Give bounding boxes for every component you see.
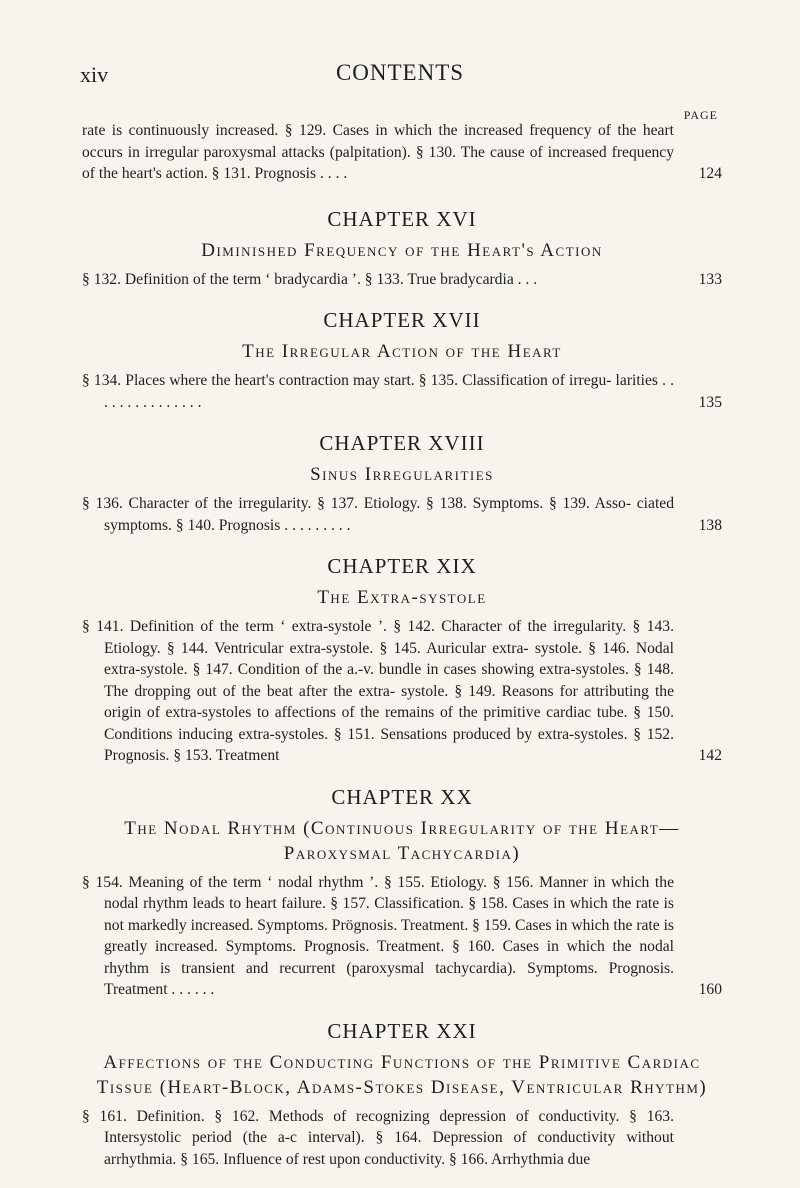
contents-entry bbox=[82, 269, 722, 291]
entry-page-number: 133 bbox=[698, 270, 722, 288]
chapter-block bbox=[82, 431, 722, 536]
entry-page-number: 138 bbox=[698, 516, 722, 534]
page-header bbox=[0, 60, 800, 90]
entry-page-number: 135 bbox=[698, 393, 722, 411]
chapter-title: The Extra-systole bbox=[317, 587, 487, 608]
chapter-title: Sinus Irregularities bbox=[310, 464, 494, 485]
contents-list bbox=[82, 120, 722, 1188]
running-title: CONTENTS bbox=[335, 60, 465, 85]
chapter-block bbox=[82, 308, 722, 413]
chapter-block bbox=[82, 785, 722, 1001]
entry-text: § 136. Character of the irregularity. § 137. Etiology. § 138. Symptoms. § 139. Asso- ciated symptoms. § 140. Prognosis . . . . . . . . . bbox=[82, 495, 674, 534]
entry-text: § 161. Definition. § 162. Methods of recognizing depression of conductivity. § 163. Intersystolic period (the a-c interval). § 164. Depression of conductivity without arrhythmia. § 165. Influence of rest upon conductivity. § 166. Arrhythmia due bbox=[82, 1107, 674, 1168]
contents-entry bbox=[82, 370, 722, 413]
entry-text: rate is continuously increased. § 129. Cases in which the increased frequency of the heart occurs in irregular paroxysmal attacks (palpitation). § 130. The cause of increased frequency of the heart's action. § 131. Prognosis . . . . bbox=[82, 122, 674, 182]
entry-page-number: 142 bbox=[698, 747, 722, 764]
entry-text: § 132. Definition of the term ‘ bradycardia ’. § 133. True bradycardia . . . bbox=[82, 270, 538, 288]
contents-entry bbox=[82, 493, 722, 536]
chapter-block bbox=[82, 1019, 722, 1171]
page-column-label: PAGE bbox=[683, 108, 718, 122]
page-number: xiv bbox=[80, 62, 109, 87]
entry-page-number: 160 bbox=[698, 981, 722, 998]
entry-page-number: 124 bbox=[698, 165, 722, 182]
entry-text: § 154. Meaning of the term ‘ nodal rhythm ’. § 155. Etiology. § 156. Manner in which the nodal rhythm leads to heart failure. § 157. Classification. § 158. Cases in which the rate is not markedly increased. Symptoms. Prögnosis. Treatment. § 159. Cases in which the rate is greatly increased. Symptoms. Prognosis. Treatment. § 160. Cases in which the nodal rhythm is transient and recurrent (paroxysmal tachycardia). Symptoms. Prognosis. Treatment . . . . . . bbox=[82, 873, 674, 998]
contents-entry bbox=[82, 120, 722, 185]
entry-text: § 134. Places where the heart's contraction may start. § 135. Classification of irregu- larities . . . . . . . . . . . . . . . bbox=[82, 372, 674, 411]
chapter-heading: CHAPTER XVI bbox=[327, 206, 477, 231]
chapter-heading: CHAPTER XVII bbox=[323, 308, 481, 332]
chapter-title: The Irregular Action of the Heart bbox=[242, 341, 562, 362]
chapter-block bbox=[82, 554, 722, 767]
chapter-block bbox=[82, 207, 722, 291]
contents-entry bbox=[82, 1106, 722, 1171]
chapter-heading: CHAPTER XXI bbox=[327, 1018, 477, 1043]
chapter-title: Diminished Frequency of the Heart's Action bbox=[201, 239, 603, 261]
entry-text: § 141. Definition of the term ‘ extra-systole ’. § 142. Character of the irregularity. § 143. Etiology. § 144. Ventricular extra-systole. § 145. Auricular extra- systole. § 146. Nodal extra-systole. § 147. Condition of the a.-v. bundle in cases showing extra-systoles. § 148. The dropping out of the beat after the extra- systole. § 149. Reasons for attributing the origin of extra-systoles to affections of the remains of the primitive cardiac tube. § 150. Conditions inducing extra-systoles. § 151. Sensations produced by extra-systoles. § 152. Prognosis. § 153. Treatment bbox=[82, 618, 674, 764]
chapter-heading: CHAPTER XIX bbox=[327, 554, 477, 578]
contents-entry bbox=[82, 616, 722, 767]
chapter-title: Affections of the Conducting Functions of the Primitive Cardiac Tissue (Heart-Block, Adams-Stokes Disease, Ventricular Rhythm) bbox=[96, 1051, 708, 1098]
chapter-heading: CHAPTER XX bbox=[331, 784, 473, 809]
contents-entry bbox=[82, 872, 722, 1001]
chapter-heading: CHAPTER XVIII bbox=[319, 431, 485, 455]
chapter-title: The Nodal Rhythm (Continuous Irregularity of the Heart—Paroxysmal Tachycardia) bbox=[124, 817, 680, 864]
